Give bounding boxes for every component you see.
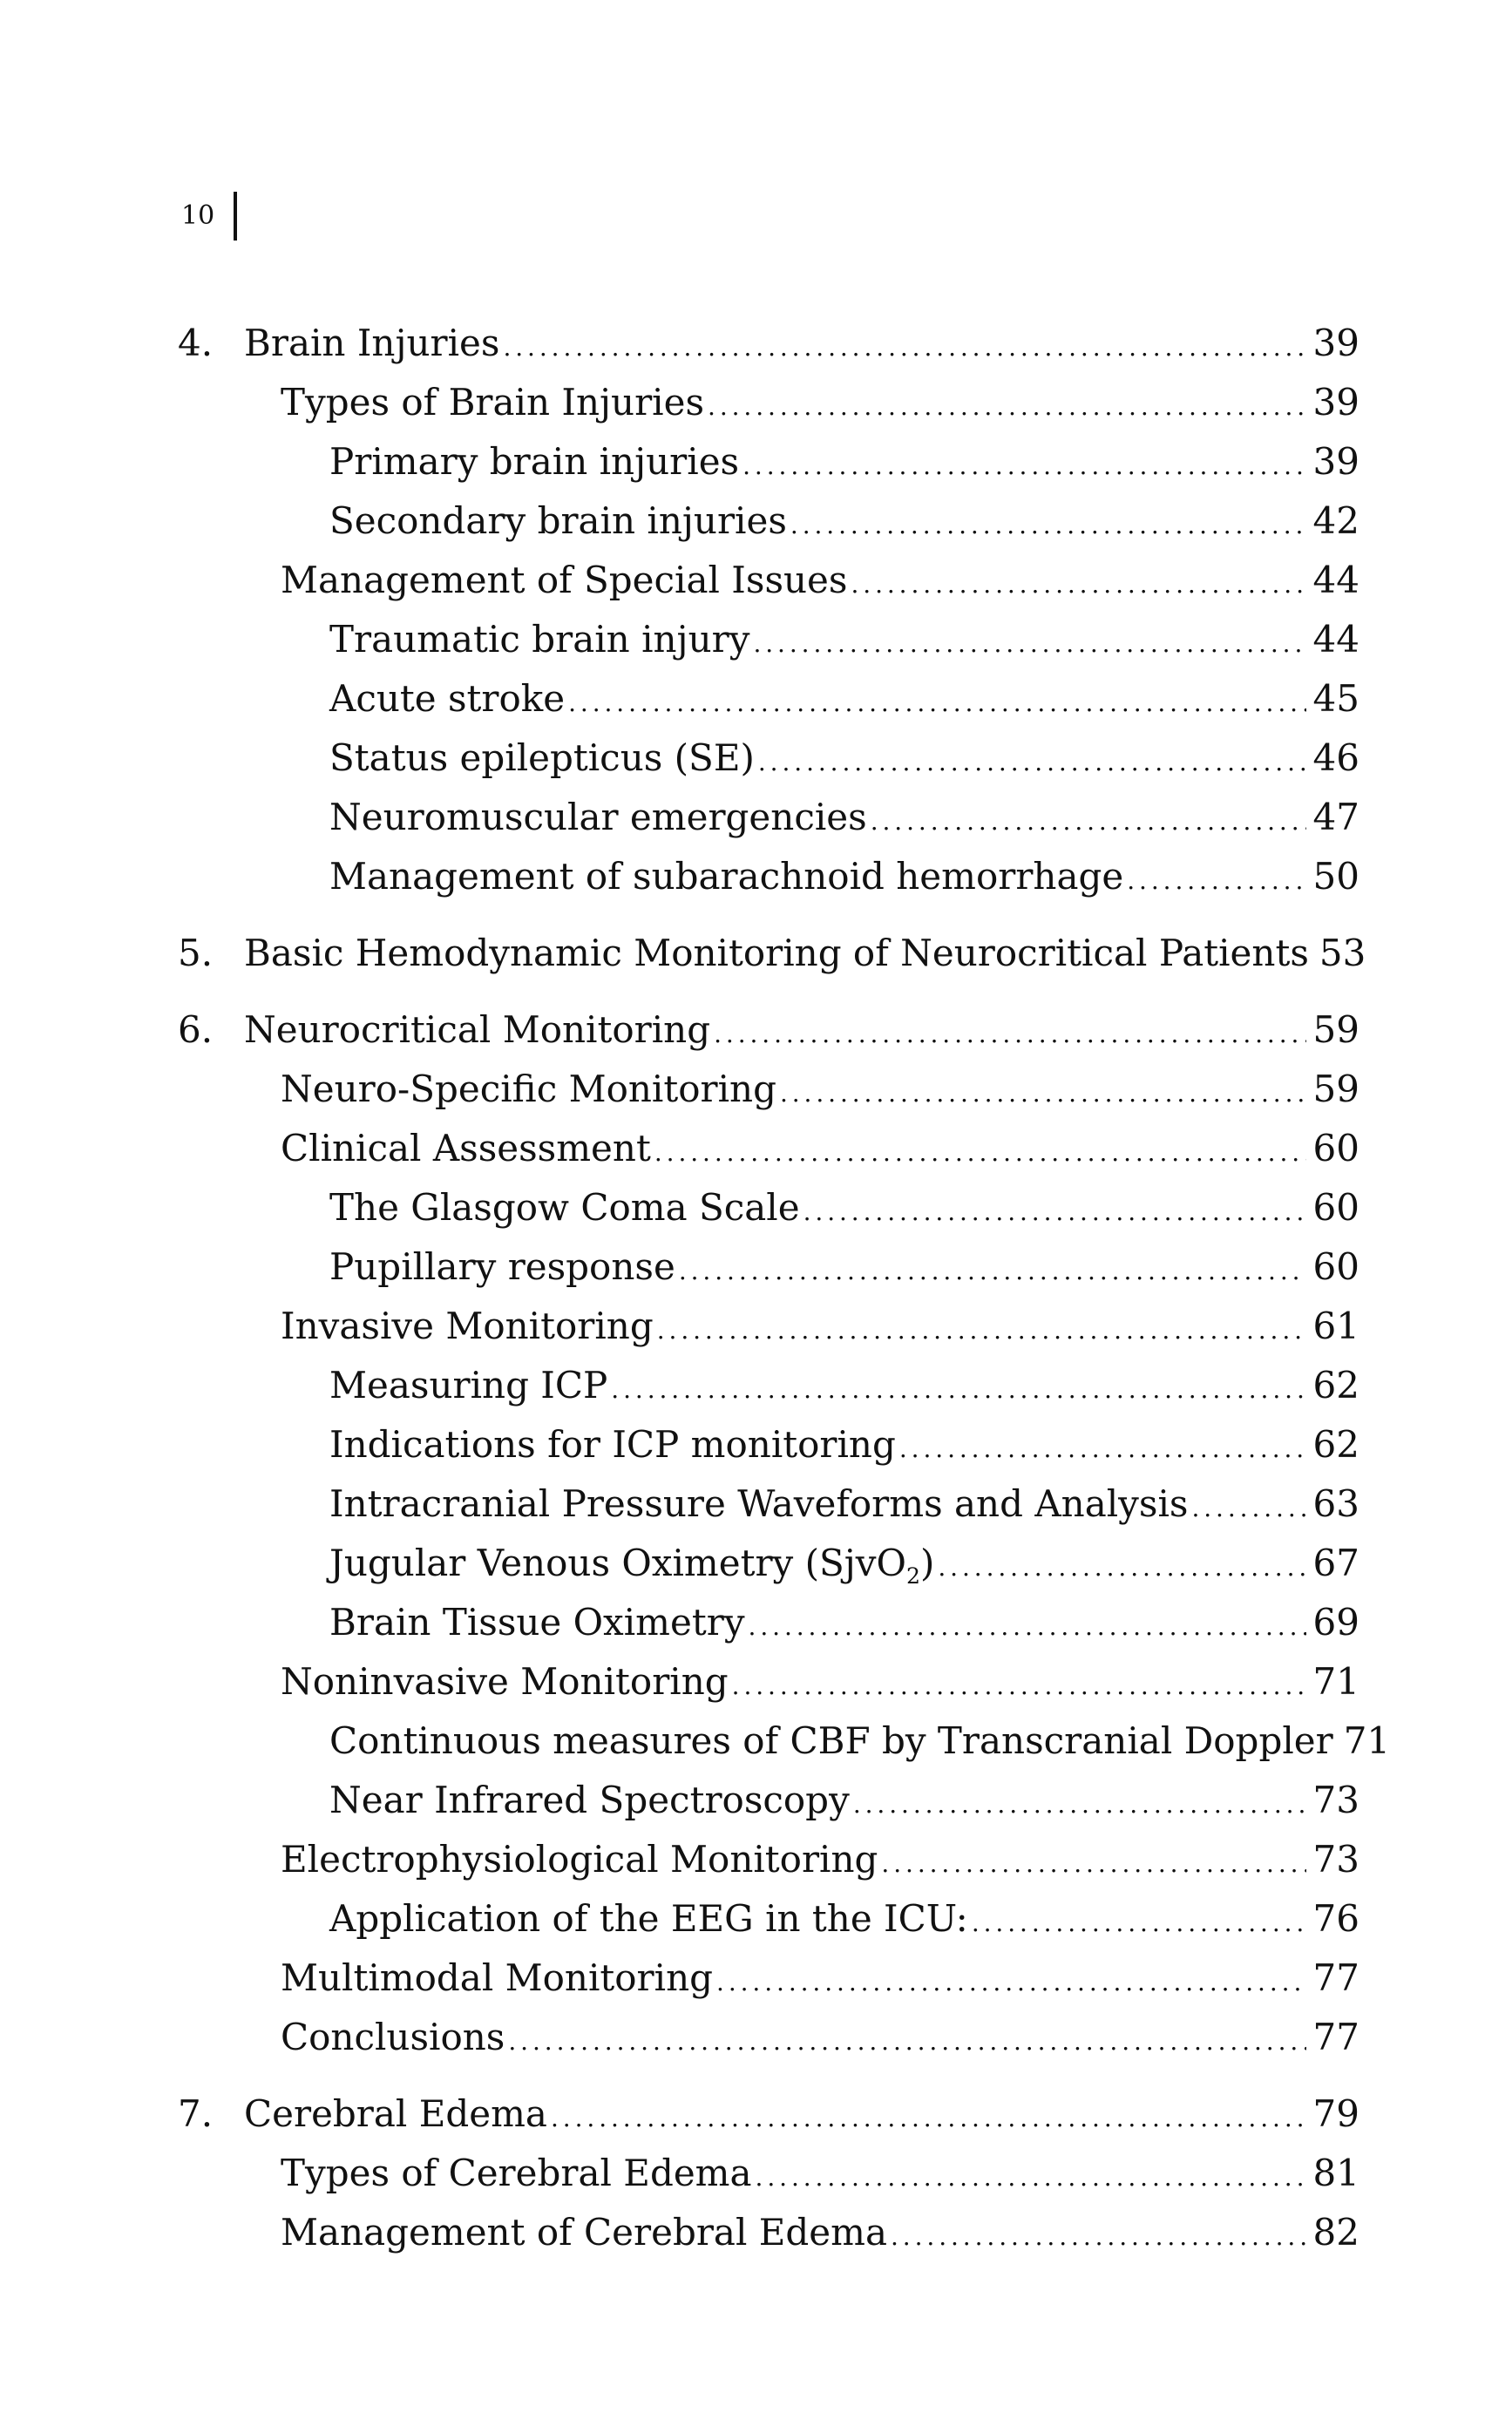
chapter-number: 6. — [178, 1008, 214, 1051]
toc-entry-glasgow-coma-scale[interactable] — [178, 1178, 1359, 1237]
table-of-contents — [178, 314, 1391, 2262]
dot-leader — [679, 1237, 1306, 1301]
page-ref: 71 — [1312, 1660, 1359, 1703]
dot-leader — [749, 1593, 1306, 1657]
entry-title: Acute stroke — [329, 677, 566, 720]
page-ref: 76 — [1312, 1897, 1359, 1940]
toc-entry-status-epilepticus[interactable] — [178, 729, 1359, 788]
entry-title: Types of Brain Injuries — [281, 381, 705, 424]
dot-leader — [732, 1652, 1306, 1716]
page-ref: 79 — [1312, 2092, 1359, 2135]
dot-leader — [881, 1830, 1305, 1894]
page-ref: 77 — [1312, 2016, 1359, 2058]
entry-title: Secondary brain injuries — [329, 499, 787, 542]
dot-leader — [568, 669, 1305, 733]
dot-leader — [851, 551, 1305, 614]
page-ref: 59 — [1312, 1068, 1359, 1110]
toc-entry-multimodal-monitoring[interactable] — [178, 1949, 1359, 2008]
page-ref: 39 — [1312, 322, 1359, 364]
page-ref: 60 — [1312, 1186, 1359, 1229]
dot-leader — [756, 2144, 1306, 2207]
toc-entry-types-of-cerebral-edema[interactable] — [178, 2144, 1359, 2203]
dot-leader — [551, 2084, 1306, 2148]
page-ref: 77 — [1312, 1956, 1359, 1999]
dot-leader — [891, 2203, 1306, 2267]
dot-leader — [503, 314, 1305, 377]
dot-leader — [1127, 847, 1305, 911]
toc-entry-noninvasive-monitoring[interactable] — [178, 1652, 1359, 1712]
toc-entry-acute-stroke[interactable] — [178, 669, 1359, 729]
entry-title: Intracranial Pressure Waveforms and Analysis — [329, 1482, 1189, 1525]
entry-title: Management of Special Issues — [281, 559, 848, 601]
page-ref: 42 — [1312, 499, 1359, 542]
toc-entry-indications-icp-monitoring[interactable] — [178, 1415, 1359, 1474]
toc-entry-conclusions[interactable] — [178, 2008, 1359, 2067]
dot-leader — [657, 1297, 1306, 1360]
dot-leader — [790, 491, 1306, 555]
page-ref: 45 — [1312, 677, 1359, 720]
toc-entry-subarachnoid-hemorrhage[interactable] — [178, 847, 1359, 906]
dot-leader — [1191, 1474, 1305, 1538]
page-ref: 73 — [1312, 1779, 1359, 1821]
toc-entry-eeg-in-icu[interactable] — [178, 1889, 1359, 1949]
page-ref: 69 — [1312, 1601, 1359, 1644]
dot-leader — [938, 1534, 1305, 1597]
entry-title: Status epilepticus (SE) — [329, 736, 755, 779]
toc-chapter-7[interactable] — [178, 2084, 1359, 2144]
toc-entry-measuring-icp[interactable] — [178, 1356, 1359, 1415]
dot-leader — [654, 1119, 1306, 1183]
page-ref: 39 — [1312, 440, 1359, 483]
entry-title — [329, 1534, 934, 1593]
entry-title: Noninvasive Monitoring — [281, 1660, 729, 1703]
dot-leader — [508, 2008, 1305, 2071]
entry-title: Pupillary response — [329, 1245, 675, 1288]
dot-leader — [972, 1889, 1306, 1953]
page-ref: 46 — [1312, 736, 1359, 779]
toc-chapter-6[interactable] — [178, 1000, 1359, 1060]
entry-title-main: Jugular Venous Oximetry (SjvO — [329, 1542, 906, 1584]
toc-entry-management-of-cerebral-edema[interactable] — [178, 2203, 1359, 2262]
toc-entry-brain-tissue-oximetry[interactable] — [178, 1593, 1359, 1652]
toc-entry-secondary-brain-injuries[interactable] — [178, 491, 1359, 551]
toc-entry-neuromuscular-emergencies[interactable] — [178, 788, 1359, 847]
toc-entry-invasive-monitoring[interactable] — [178, 1297, 1359, 1356]
toc-entry-near-infrared-spectroscopy[interactable] — [178, 1771, 1359, 1830]
entry-title: Application of the EEG in the ICU: — [329, 1897, 968, 1940]
page-ref: 67 — [1312, 1542, 1359, 1584]
entry-title: Neuromuscular emergencies — [329, 796, 867, 838]
entry-title: Continuous measures of CBF by Transcranial Doppler — [329, 1719, 1333, 1762]
chapter-title: Cerebral Edema — [244, 2092, 547, 2135]
entry-title: Traumatic brain injury — [329, 618, 750, 661]
page-ref: 44 — [1312, 618, 1359, 661]
toc-entry-traumatic-brain-injury[interactable] — [178, 610, 1359, 669]
chapter-title: Basic Hemodynamic Monitoring of Neurocritical Patients — [244, 932, 1309, 974]
entry-title: Measuring ICP — [329, 1364, 608, 1407]
page-ref: 61 — [1312, 1305, 1359, 1347]
dot-leader — [899, 1415, 1306, 1479]
entry-title: The Glasgow Coma Scale — [329, 1186, 800, 1229]
dot-leader — [742, 432, 1305, 496]
dot-leader — [853, 1771, 1306, 1834]
dot-leader — [716, 1949, 1306, 2012]
entry-title-end: ) — [919, 1542, 935, 1584]
header-rule — [234, 192, 237, 241]
toc-entry-clinical-assessment[interactable] — [178, 1119, 1359, 1178]
toc-entry-electrophysiological-monitoring[interactable] — [178, 1830, 1359, 1889]
toc-entry-management-of-special-issues[interactable] — [178, 551, 1359, 610]
toc-entry-icp-waveforms[interactable] — [178, 1474, 1359, 1534]
dot-leader — [753, 610, 1305, 674]
entry-title: Electrophysiological Monitoring — [281, 1838, 878, 1881]
entry-title: Management of subarachnoid hemorrhage — [329, 855, 1124, 898]
page-ref: 62 — [1312, 1423, 1359, 1466]
toc-entry-transcranial-doppler[interactable] — [178, 1712, 1391, 1771]
entry-title: Indications for ICP monitoring — [329, 1423, 896, 1466]
page-ref: 81 — [1312, 2152, 1359, 2194]
chapter-number: 4. — [178, 322, 214, 364]
page-ref: 62 — [1312, 1364, 1359, 1407]
dot-leader — [758, 729, 1306, 792]
entry-title: Multimodal Monitoring — [281, 1956, 714, 1999]
chapter-number: 7. — [178, 2092, 214, 2135]
entry-title: Management of Cerebral Edema — [281, 2211, 887, 2254]
entry-title: Near Infrared Spectroscopy — [329, 1779, 850, 1821]
page-ref: 73 — [1312, 1838, 1359, 1881]
dot-leader — [611, 1356, 1305, 1420]
page-ref: 59 — [1312, 1008, 1359, 1051]
page-ref: 47 — [1312, 796, 1359, 838]
entry-title: Conclusions — [281, 2016, 505, 2058]
page-ref: 82 — [1312, 2211, 1359, 2254]
entry-title: Brain Tissue Oximetry — [329, 1601, 745, 1644]
chapter-title: Brain Injuries — [244, 322, 500, 364]
dot-leader — [708, 373, 1306, 437]
page-ref: 63 — [1312, 1482, 1359, 1525]
page-ref: 44 — [1312, 559, 1359, 601]
toc-entry-neuro-specific-monitoring[interactable] — [178, 1060, 1359, 1119]
dot-leader — [714, 1000, 1305, 1064]
dot-leader — [780, 1060, 1306, 1123]
page-ref: 39 — [1312, 381, 1359, 424]
entry-title: Clinical Assessment — [281, 1127, 651, 1169]
chapter-title: Neurocritical Monitoring — [244, 1008, 711, 1051]
page-ref: 60 — [1312, 1127, 1359, 1169]
toc-chapter-5[interactable] — [178, 924, 1366, 983]
entry-title: Invasive Monitoring — [281, 1305, 654, 1347]
toc-entry-primary-brain-injuries[interactable] — [178, 432, 1359, 491]
toc-chapter-4[interactable] — [178, 314, 1359, 373]
page-ref: 71 — [1343, 1719, 1391, 1762]
entry-title: Types of Cerebral Edema — [281, 2152, 752, 2194]
dot-leader — [803, 1178, 1306, 1242]
page-ref: 53 — [1319, 932, 1366, 974]
page-number: 10 — [181, 200, 215, 231]
entry-title: Primary brain injuries — [329, 440, 740, 483]
page-ref: 50 — [1312, 855, 1359, 898]
entry-title: Neuro-Specific Monitoring — [281, 1068, 776, 1110]
entry-title-subscript: 2 — [905, 1562, 920, 1589]
page-ref: 60 — [1312, 1245, 1359, 1288]
toc-entry-jugular-venous-oximetry[interactable] — [178, 1534, 1359, 1593]
chapter-number: 5. — [178, 932, 214, 974]
page-header — [181, 192, 237, 241]
toc-entry-pupillary-response[interactable] — [178, 1237, 1359, 1297]
dot-leader — [871, 788, 1306, 851]
toc-entry-types-of-brain-injuries[interactable] — [178, 373, 1359, 432]
